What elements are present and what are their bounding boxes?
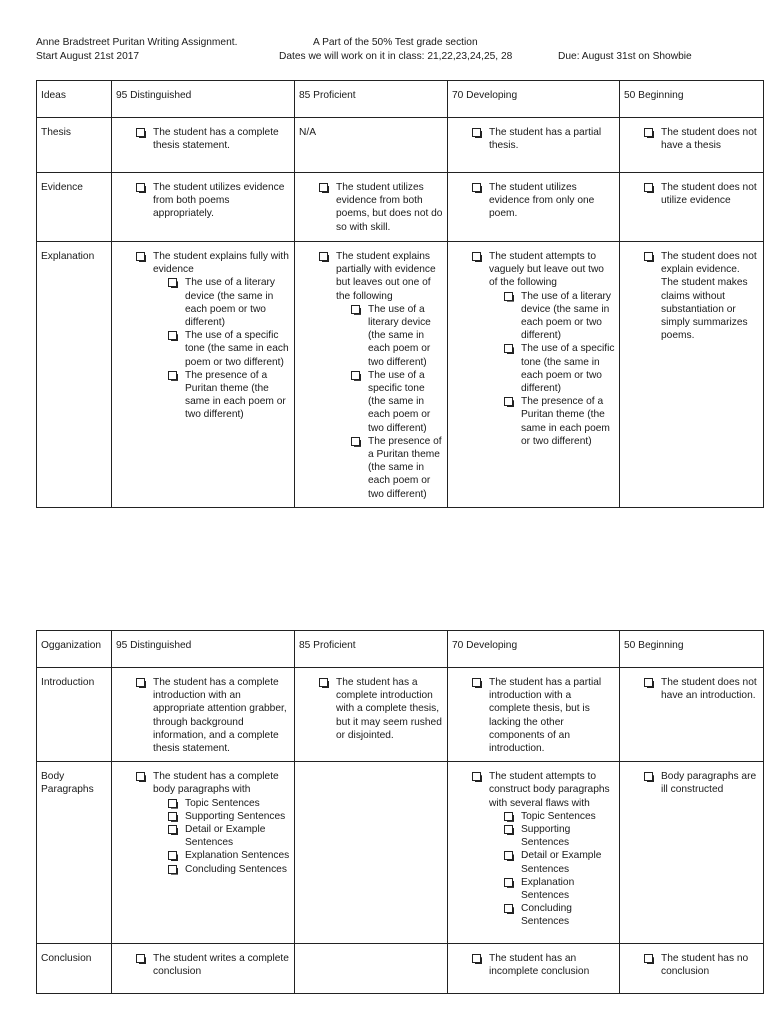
criteria-list: [452, 952, 615, 978]
column-header-50-beginning: 50 Beginning: [620, 81, 764, 118]
sub-criteria-text: The use of a specific tone (the same in each poem or two different): [368, 369, 431, 434]
criteria-text: The student has no conclusion: [661, 953, 749, 978]
sub-criteria-text: The use of a literary device (the same in each poem or two different): [368, 303, 431, 368]
rubric-cell: [112, 944, 295, 994]
checkbox-icon: [504, 397, 513, 406]
column-header-ideas: Ideas: [37, 81, 112, 118]
checkbox-icon: [472, 252, 481, 261]
checkbox-icon: [168, 851, 177, 860]
rubric-cell: [112, 118, 295, 173]
checkbox-icon: [319, 183, 328, 192]
row-label: Explanation: [37, 242, 112, 508]
sub-criteria-item: [504, 876, 615, 902]
criteria-list: [116, 676, 290, 755]
rubric-cell: [112, 668, 295, 762]
checkbox-icon: [504, 825, 513, 834]
criteria-text: The student explains partially with evidence but leaves out one of the following: [336, 251, 436, 302]
sub-criteria-item: [504, 395, 615, 448]
sub-criteria-item: [168, 810, 290, 823]
sub-criteria-list: [153, 797, 290, 876]
checkbox-icon: [472, 772, 481, 781]
criteria-item: [136, 181, 290, 221]
criteria-text: The student has a partial introduction with a complete thesis, but is lacking the other components of an introduction.: [489, 677, 602, 755]
rubric-cell: [448, 242, 620, 508]
rubric-row-explanation: [37, 242, 764, 508]
criteria-item: [472, 770, 615, 928]
checkbox-icon: [168, 278, 177, 287]
criteria-item: [472, 126, 615, 152]
criteria-item: [472, 952, 615, 978]
criteria-text: The student has a complete body paragraphs with: [153, 771, 279, 796]
checkbox-icon: [504, 344, 513, 353]
criteria-item: [644, 770, 759, 796]
sub-criteria-text: The use of a specific tone (the same in each poem or two different): [521, 343, 615, 395]
column-header-95-distinguished: 95 Distinguished: [112, 631, 295, 668]
checkbox-icon: [136, 772, 145, 781]
checkbox-icon: [351, 371, 360, 380]
sub-criteria-item: [504, 823, 615, 849]
checkbox-icon: [168, 331, 177, 340]
sub-criteria-item: [351, 435, 443, 501]
criteria-text: The student does not utilize evidence: [661, 182, 757, 207]
column-header-85-proficient: 85 Proficient: [295, 631, 448, 668]
criteria-item: [644, 250, 759, 342]
column-header-95-distinguished: 95 Distinguished: [112, 81, 295, 118]
criteria-item: [644, 126, 759, 152]
header-row: [37, 631, 764, 668]
sub-criteria-item: [168, 276, 290, 329]
checkbox-icon: [168, 371, 177, 380]
checkbox-icon: [136, 128, 145, 137]
rubric-cell: [295, 668, 448, 762]
criteria-text: The student has a partial thesis.: [489, 127, 602, 152]
rubric-cell: [448, 762, 620, 944]
criteria-item: [319, 250, 443, 501]
sub-criteria-item: [168, 369, 290, 422]
sub-criteria-text: Topic Sentences: [521, 810, 596, 822]
row-label: Introduction: [37, 668, 112, 762]
row-label: Body Paragraphs: [37, 762, 112, 944]
sub-criteria-list: [489, 290, 615, 448]
checkbox-icon: [472, 183, 481, 192]
checkbox-icon: [504, 878, 513, 887]
criteria-list: [299, 676, 443, 742]
checkbox-icon: [644, 954, 653, 963]
criteria-item: [644, 676, 759, 702]
rubric-cell: [112, 762, 295, 944]
criteria-list: [299, 250, 443, 501]
criteria-item: [319, 181, 443, 234]
sub-criteria-item: [168, 823, 290, 849]
rubric-cell: [295, 762, 448, 944]
sub-criteria-text: Explanation Sentences: [185, 850, 290, 862]
rubric-cell: [620, 668, 764, 762]
checkbox-icon: [504, 812, 513, 821]
due-date: Due: August 31st on Showbie: [558, 51, 692, 62]
header-row: [37, 81, 764, 118]
criteria-item: [472, 676, 615, 755]
row-label: Conclusion: [37, 944, 112, 994]
checkbox-icon: [136, 252, 145, 261]
criteria-text: The student does not have an introduction.: [661, 677, 757, 702]
criteria-text: The student attempts to construct body paragraphs with several flaws with: [489, 771, 610, 809]
criteria-list: [624, 250, 759, 342]
rubric-row-body-paragraphs: [37, 762, 764, 944]
grade-section-note: A Part of the 50% Test grade section: [313, 37, 478, 48]
checkbox-icon: [472, 678, 481, 687]
criteria-item: [472, 250, 615, 448]
sub-criteria-item: [504, 902, 615, 928]
criteria-text: The student has a complete introduction with an appropriate attention grabber, through background information, and a complete thesis statement.: [153, 677, 287, 755]
rubric-cell: [295, 242, 448, 508]
checkbox-icon: [168, 799, 177, 808]
criteria-text: The student has an incomplete conclusion: [489, 953, 590, 978]
rubric-cell: [620, 173, 764, 242]
criteria-list: [116, 181, 290, 221]
checkbox-icon: [644, 772, 653, 781]
column-header-70-developing: 70 Developing: [448, 81, 620, 118]
criteria-item: [644, 181, 759, 207]
criteria-text: The student attempts to vaguely but leave out two of the following: [489, 251, 604, 289]
sub-criteria-list: [153, 276, 290, 421]
sub-criteria-text: Detail or Example Sentences: [185, 824, 266, 849]
column-header-ogganization: Ogganization: [37, 631, 112, 668]
criteria-list: [452, 250, 615, 448]
sub-criteria-text: The presence of a Puritan theme (the same in each poem or two different): [185, 369, 286, 421]
criteria-text: The student has a complete thesis statement.: [153, 127, 279, 152]
checkbox-icon: [644, 128, 653, 137]
rubric-cell: [620, 944, 764, 994]
checkbox-icon: [504, 292, 513, 301]
rubric-cell: [620, 242, 764, 508]
sub-criteria-text: The use of a literary device (the same in each poem or two different): [185, 277, 276, 329]
criteria-list: [116, 250, 290, 422]
start-date: Start August 21st 2017: [36, 51, 140, 62]
rubric-cell: [295, 944, 448, 994]
checkbox-icon: [319, 678, 328, 687]
sub-criteria-item: [168, 797, 290, 810]
rubric-row-conclusion: [37, 944, 764, 994]
checkbox-icon: [136, 183, 145, 192]
criteria-text: The student does not explain evidence. The student makes claims without substantiation or simply summarizes poems.: [661, 251, 757, 342]
sub-criteria-item: [351, 369, 443, 435]
sub-criteria-text: Explanation Sentences: [521, 876, 575, 902]
sub-criteria-list: [336, 303, 443, 501]
rubric-cell: [295, 118, 448, 173]
rubric-cell: [448, 118, 620, 173]
sub-criteria-text: The presence of a Puritan theme (the same in each poem or two different): [368, 435, 442, 500]
sub-criteria-text: Detail or Example Sentences: [521, 850, 602, 875]
sub-criteria-text: The use of a specific tone (the same in each poem or two different): [185, 330, 289, 368]
checkbox-icon: [472, 128, 481, 137]
cell-text: N/A: [299, 127, 316, 138]
sub-criteria-item: [504, 810, 615, 823]
row-label: Evidence: [37, 173, 112, 242]
sub-criteria-item: [504, 342, 615, 395]
checkbox-icon: [644, 183, 653, 192]
checkbox-icon: [319, 252, 328, 261]
rubric-row-evidence: [37, 173, 764, 242]
sub-criteria-item: [168, 329, 290, 369]
checkbox-icon: [168, 812, 177, 821]
sub-criteria-item: [504, 290, 615, 343]
criteria-list: [299, 181, 443, 234]
checkbox-icon: [136, 954, 145, 963]
criteria-item: [136, 676, 290, 755]
checkbox-icon: [351, 305, 360, 314]
sub-criteria-text: Concluding Sentences: [521, 903, 572, 928]
organization-rubric-table: [36, 630, 764, 994]
rubric-cell: [112, 173, 295, 242]
criteria-text: The student explains fully with evidence: [153, 251, 289, 276]
sub-criteria-item: [168, 863, 290, 876]
rubric-row-introduction: [37, 668, 764, 762]
sub-criteria-list: [489, 810, 615, 929]
criteria-text: The student utilizes evidence from both poems, but does not do so with skill.: [336, 182, 443, 233]
sub-criteria-text: Concluding Sentences: [185, 863, 287, 875]
criteria-list: [452, 676, 615, 755]
assignment-title: Anne Bradstreet Puritan Writing Assignment.: [36, 37, 238, 48]
criteria-list: [116, 952, 290, 978]
checkbox-icon: [644, 678, 653, 687]
sub-criteria-text: Supporting Sentences: [521, 824, 571, 849]
sub-criteria-text: The use of a literary device (the same in each poem or two different): [521, 290, 612, 342]
class-work-dates: Dates we will work on it in class: 21,22,23,24,25, 28: [279, 51, 513, 62]
sub-criteria-text: Supporting Sentences: [185, 810, 286, 822]
checkbox-icon: [168, 825, 177, 834]
criteria-list: [624, 952, 759, 978]
criteria-text: The student does not have a thesis: [661, 127, 757, 152]
criteria-list: [116, 770, 290, 876]
sub-criteria-item: [168, 849, 290, 862]
criteria-list: [624, 676, 759, 702]
criteria-list: [452, 770, 615, 928]
ideas-rubric-table: [36, 80, 764, 508]
criteria-item: [472, 181, 615, 221]
rubric-cell: [295, 173, 448, 242]
rubric-cell: [620, 762, 764, 944]
criteria-list: [452, 181, 615, 221]
criteria-item: [136, 952, 290, 978]
sub-criteria-text: Topic Sentences: [185, 797, 260, 809]
checkbox-icon: [644, 252, 653, 261]
criteria-list: [116, 126, 290, 152]
criteria-text: The student utilizes evidence from only one poem.: [489, 182, 595, 220]
checkbox-icon: [504, 904, 513, 913]
rubric-cell: [448, 173, 620, 242]
checkbox-icon: [351, 437, 360, 446]
criteria-item: [136, 126, 290, 152]
criteria-text: The student utilizes evidence from both poems appropriately.: [153, 182, 285, 220]
rubric-cell: [448, 944, 620, 994]
criteria-item: [644, 952, 759, 978]
criteria-text: Body paragraphs are ill constructed: [661, 771, 757, 796]
rubric-cell: [112, 242, 295, 508]
column-header-50-beginning: 50 Beginning: [620, 631, 764, 668]
rubric-cell: [620, 118, 764, 173]
sub-criteria-text: The presence of a Puritan theme (the same in each poem or two different): [521, 396, 610, 447]
rubric-row-thesis: [37, 118, 764, 173]
criteria-item: [319, 676, 443, 742]
sub-criteria-item: [351, 303, 443, 369]
row-label: Thesis: [37, 118, 112, 173]
criteria-list: [624, 770, 759, 796]
criteria-item: [136, 250, 290, 422]
criteria-text: The student has a complete introduction with a complete thesis, but it may seem rushed or disjointed.: [336, 677, 442, 741]
checkbox-icon: [168, 865, 177, 874]
criteria-list: [452, 126, 615, 152]
criteria-list: [624, 126, 759, 152]
criteria-text: The student writes a complete conclusion: [153, 953, 289, 978]
rubric-cell: [448, 668, 620, 762]
criteria-list: [624, 181, 759, 207]
column-header-70-developing: 70 Developing: [448, 631, 620, 668]
checkbox-icon: [136, 678, 145, 687]
checkbox-icon: [472, 954, 481, 963]
checkbox-icon: [504, 851, 513, 860]
column-header-85-proficient: 85 Proficient: [295, 81, 448, 118]
sub-criteria-item: [504, 849, 615, 875]
criteria-item: [136, 770, 290, 876]
